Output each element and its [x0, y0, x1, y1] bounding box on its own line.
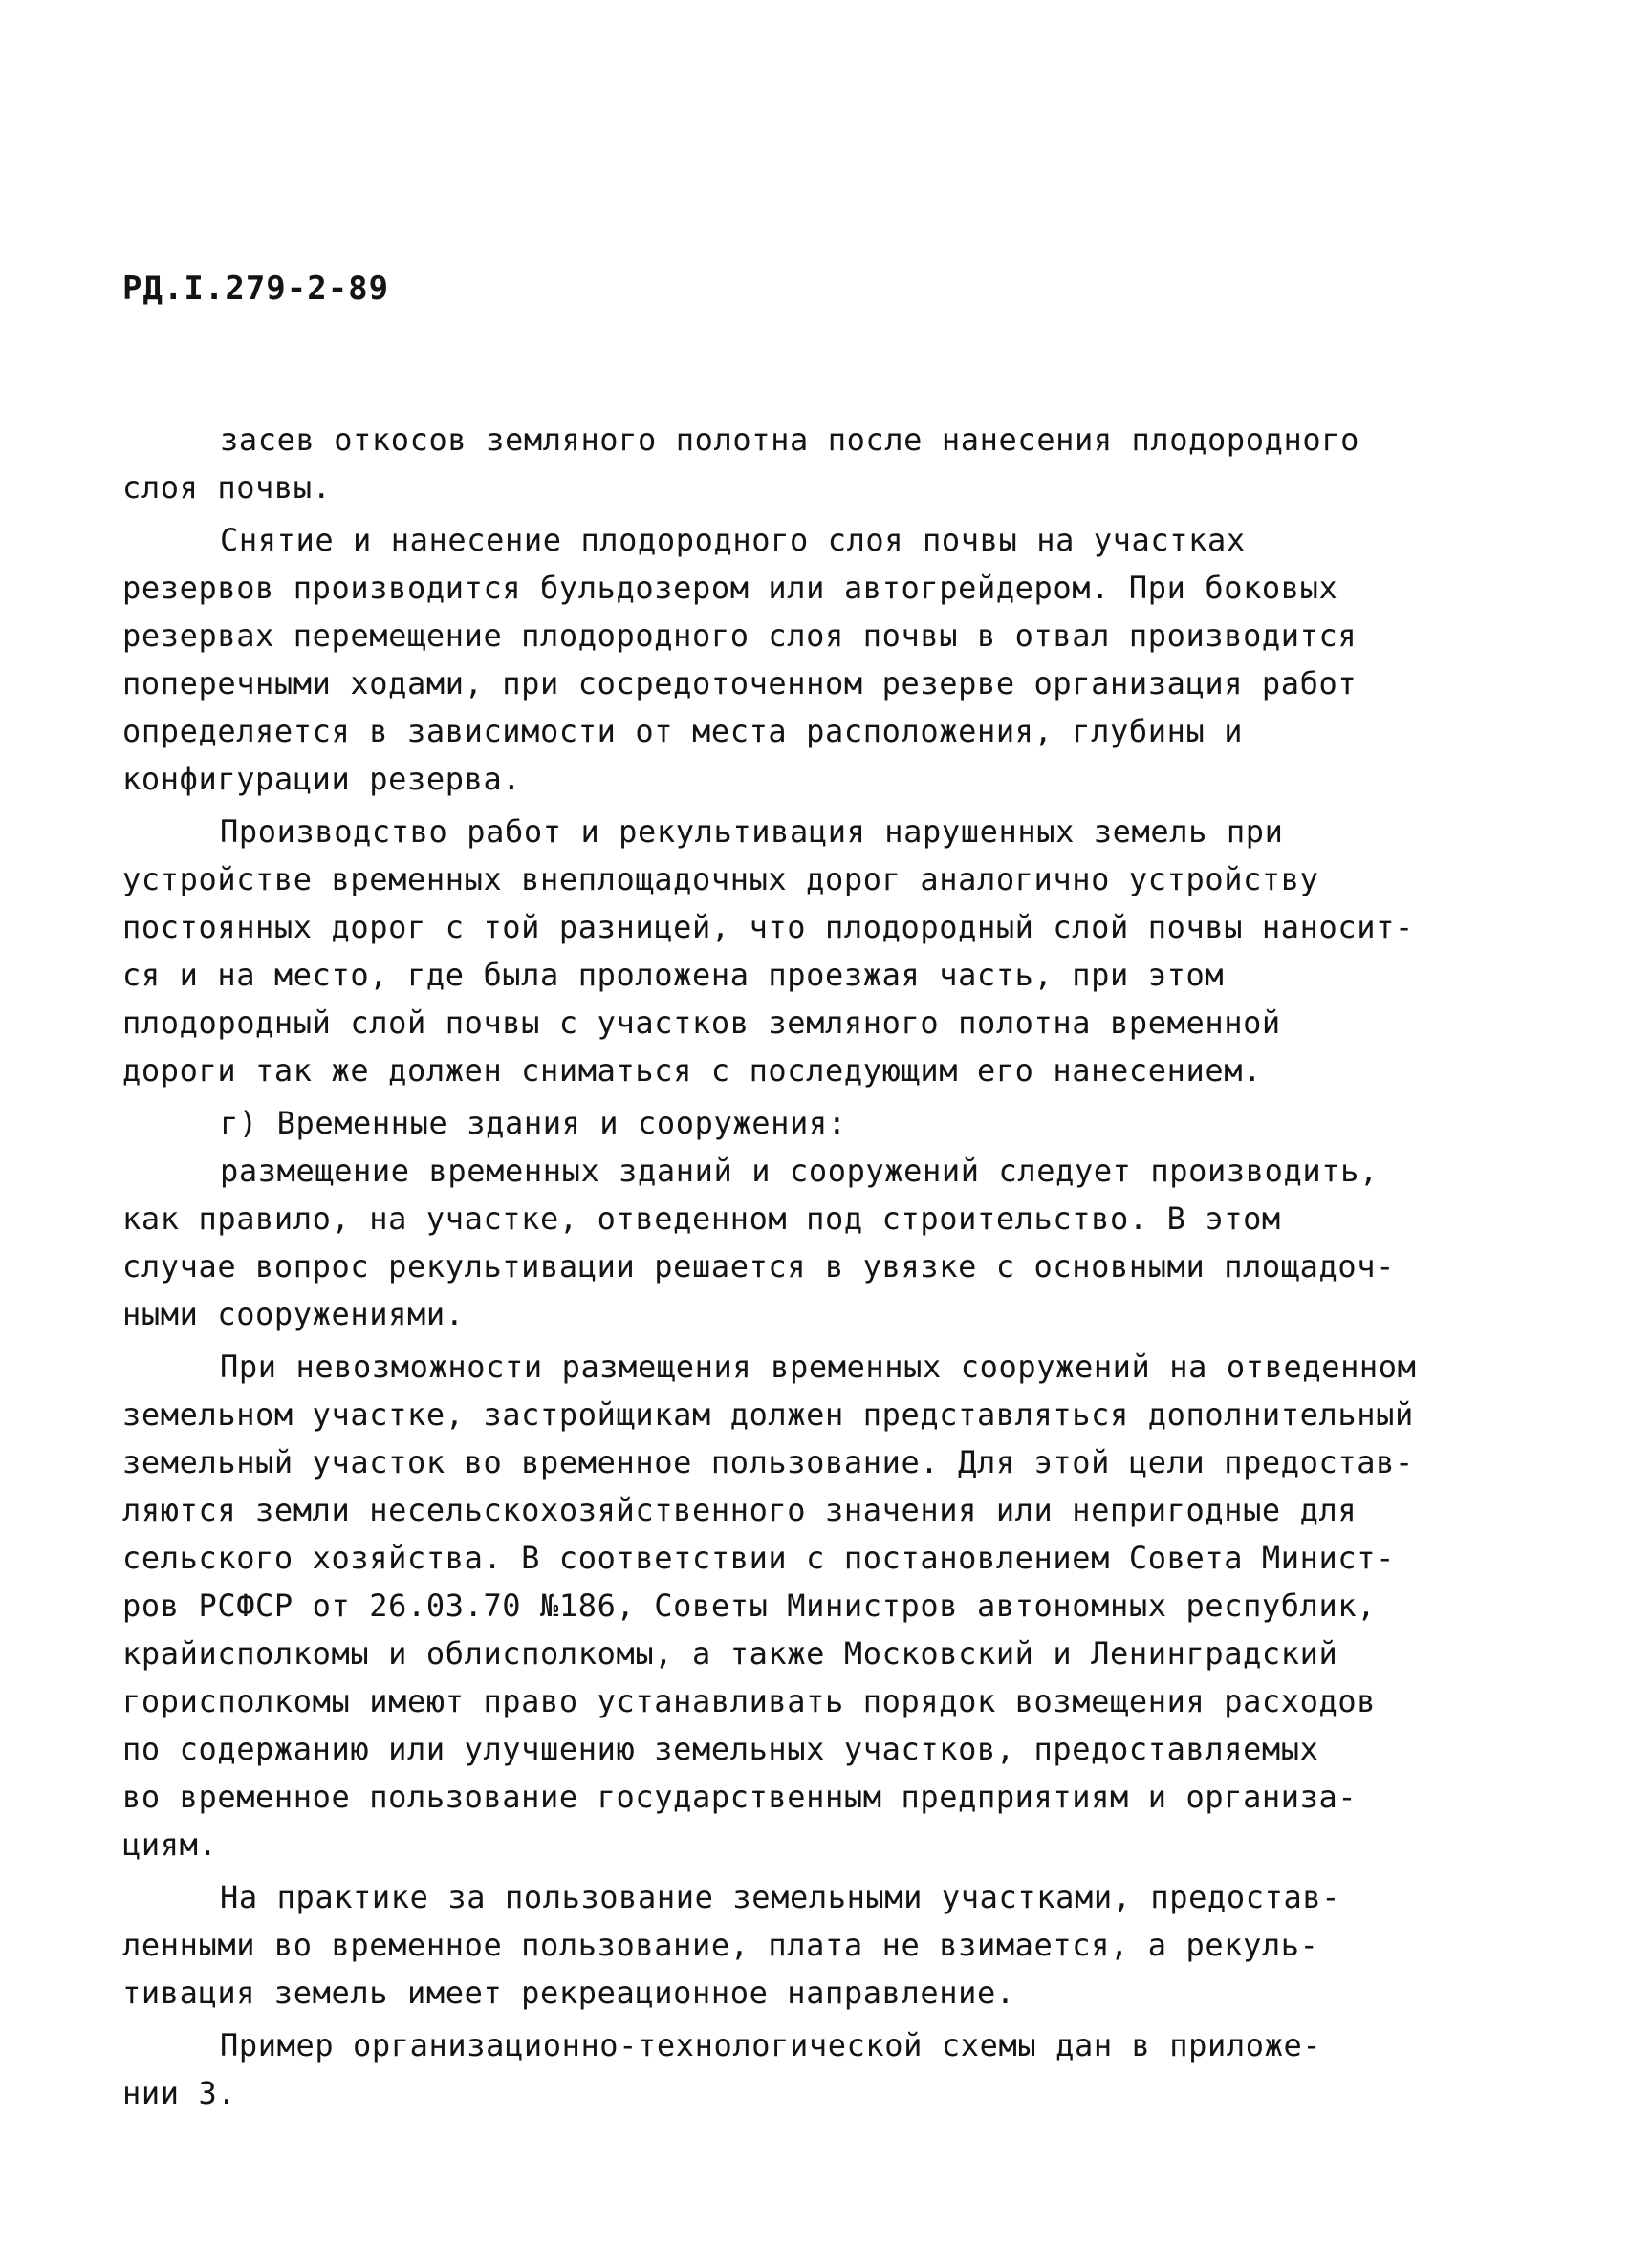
text-line: тивация земель имеет рекреационное направление.: [122, 1975, 1015, 2011]
text-line: ляются земли несельскохозяйственного значения или непригодные для: [122, 1492, 1358, 1528]
text-line: При невозможности размещения временных сооружений на отведенном: [220, 1349, 1417, 1385]
text-line: плодородный слой почвы с участков земляного полотна временной: [122, 1004, 1281, 1041]
text-line: засев откосов земляного полотна после нанесения плодородного: [220, 421, 1359, 458]
text-line: ров РСФСР от 26.03.70 №186, Советы Министров автономных республик,: [122, 1588, 1377, 1624]
text-line: случае вопрос рекультивации решается в увязке с основными площадоч-: [122, 1248, 1395, 1285]
text-line: размещение временных зданий и сооружений следует производить,: [220, 1153, 1379, 1189]
text-line: Снятие и нанесение плодородного слоя почвы на участках: [220, 522, 1246, 558]
text-line: ленными во временное пользование, плата не взимается, а рекуль-: [122, 1927, 1319, 1963]
text-line: дороги так же должен сниматься с последующим его нанесением.: [122, 1052, 1262, 1089]
text-line: ся и на место, где была проложена проезжая часть, при этом: [122, 957, 1225, 993]
text-line: постоянных дорог с той разницей, что плодородный слой почвы наносит-: [122, 909, 1414, 945]
text-line: Пример организационно-технологической схемы дан в приложе-: [220, 2027, 1322, 2063]
text-line: во временное пользование государственным предприятиям и организа-: [122, 1779, 1358, 1815]
text-line: крайисполкомы и облисполкомы, а также Московский и Ленинградский: [122, 1635, 1338, 1672]
text-line: циям.: [122, 1826, 218, 1863]
text-line: сельского хозяйства. В соответствии с постановлением Совета Минист-: [122, 1540, 1395, 1576]
text-line: земельный участок во временное пользование. Для этой цели предостав-: [122, 1444, 1414, 1480]
text-line: нии 3.: [122, 2075, 237, 2111]
text-line: по содержанию или улучшению земельных участков, предоставляемых: [122, 1731, 1319, 1767]
text-line: ными сооружениями.: [122, 1296, 465, 1332]
text-line: резервах перемещение плодородного слоя почвы в отвал производится: [122, 617, 1358, 654]
text-line: как правило, на участке, отведенном под строительство. В этом: [122, 1200, 1281, 1237]
text-line: На практике за пользование земельными участками, предостав-: [220, 1879, 1341, 1915]
text-line: устройстве временных внеплощадочных дорог аналогично устройству: [122, 861, 1319, 897]
text-line: определяется в зависимости от места расположения, глубины и: [122, 713, 1244, 749]
text-line: конфигурации резерва.: [122, 761, 522, 797]
text-line: Производство работ и рекультивация нарушенных земель при: [220, 813, 1284, 850]
text-line: горисполкомы имеют право устанавливать порядок возмещения расходов: [122, 1683, 1377, 1719]
text-line: г) Временные здания и сооружения:: [220, 1105, 847, 1141]
text-line: слоя почвы.: [122, 469, 332, 506]
text-line: поперечными ходами, при сосредоточенном резерве организация работ: [122, 665, 1358, 702]
text-line: резервов производится бульдозером или автогрейдером. При боковых: [122, 570, 1338, 606]
text-line: земельном участке, застройщикам должен представляться дополнительный: [122, 1396, 1414, 1433]
document-code: РД.I.279-2-89: [122, 270, 390, 308]
